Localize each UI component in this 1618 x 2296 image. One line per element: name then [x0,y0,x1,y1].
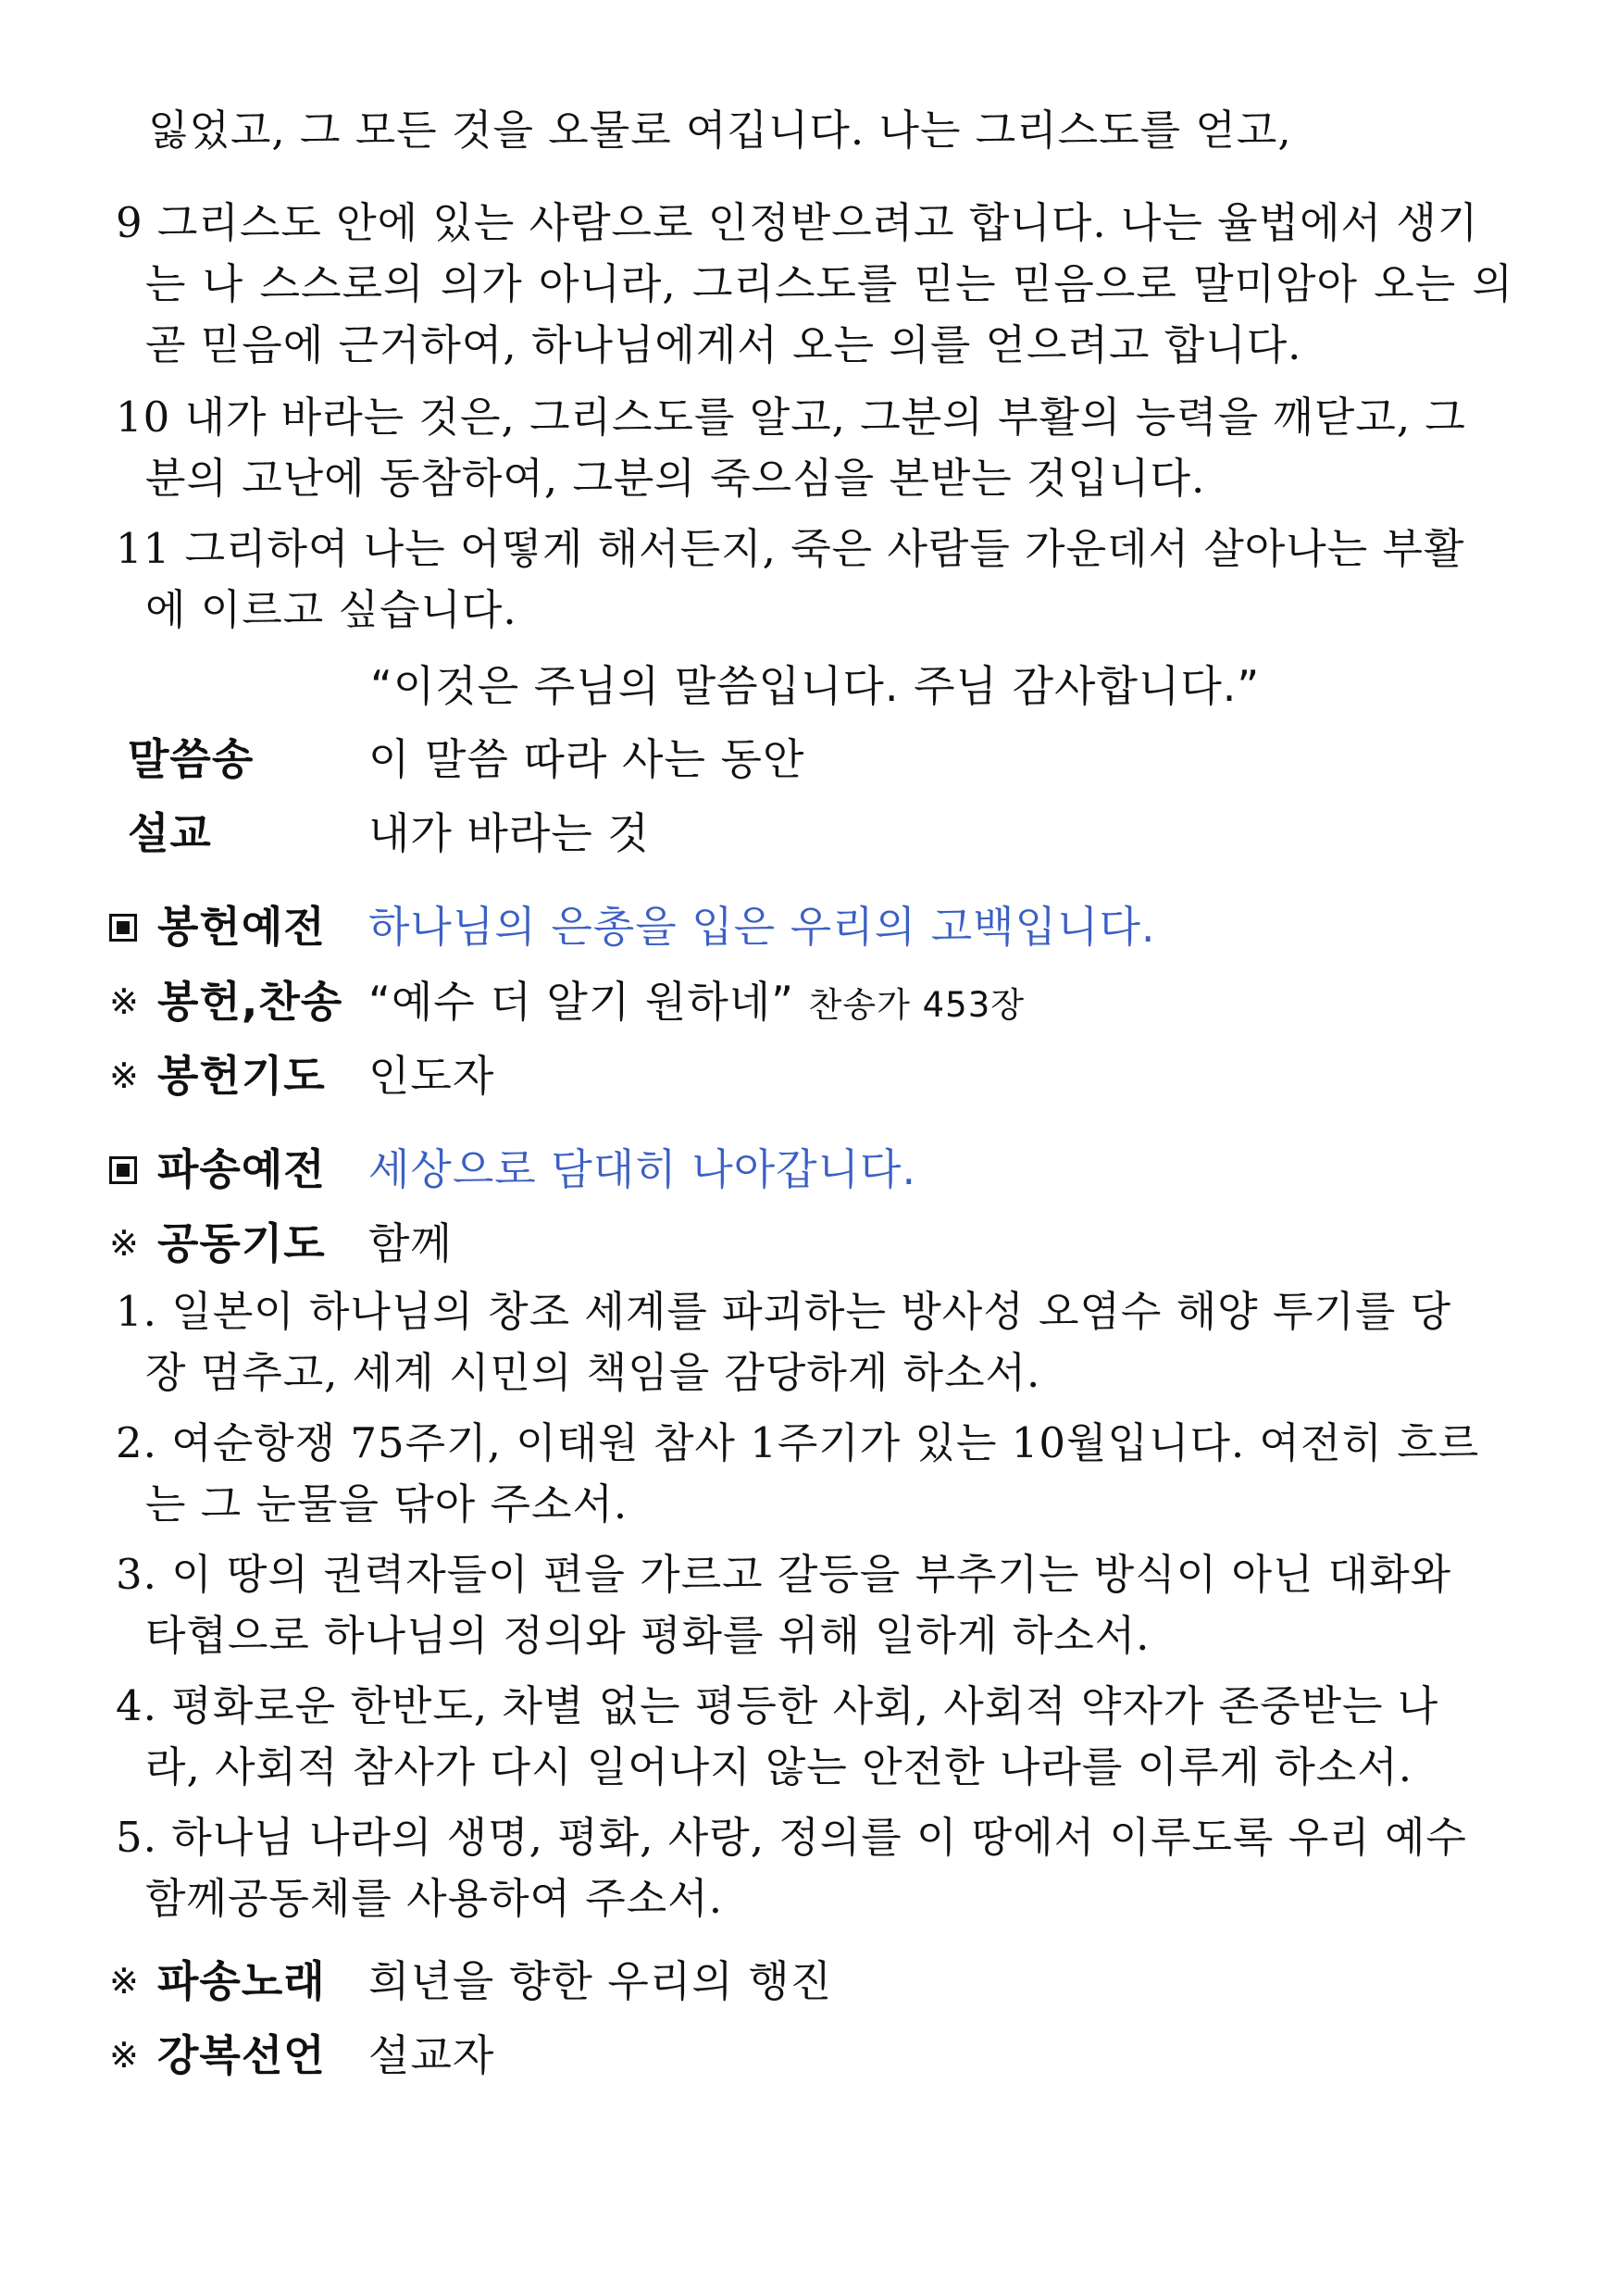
offering-section-label: 봉헌예전 [157,902,326,952]
sending-section-value: 세상으로 담대히 나아갑니다. [368,1144,917,1194]
prayer-item-1 [116,1281,1513,1404]
scripture-closing: “이것은 주님의 말씀입니다. 주님 감사합니다.” [370,661,1261,711]
sending-song-value: 희년을 향한 우리의 행진 [368,1956,833,2006]
hymn-number: 찬송가 453장 [808,985,1026,1025]
common-prayer-row [109,1211,453,1276]
word-song-label: 말씀송 [128,734,255,784]
sermon-label: 설교 [128,808,212,858]
section-box-icon [109,1137,156,1202]
offering-prayer-label: 봉헌기도 [157,1051,326,1101]
verse-continuation: 분의 고난에 동참하여, 그분의 죽으심을 본받는 것입니다. [145,454,1206,503]
offering-section-row [109,894,1156,959]
prayer-first-line: 5. 하나님 나라의 생명, 평화, 사랑, 정의를 이 땅에서 이루도록 우리 예수 [116,1813,1467,1862]
benediction-value: 설교자 [368,2030,495,2080]
reference-mark-icon: ※ [109,1961,140,2002]
scripture-top-line [148,100,1546,161]
prayer-first-line: 3. 이 땅의 권력자들이 편을 가르고 갈등을 부추기는 방식이 아닌 대화와 [116,1550,1452,1599]
reference-mark-icon: ※ [109,981,140,1022]
reference-mark-icon: ※ [109,2035,140,2076]
prayer-first-line: 2. 여순항쟁 75주기, 이태원 참사 1주기가 있는 10월입니다. 여전히 흐르 [116,1418,1480,1467]
prayer-continuation: 는 그 눈물을 닦아 주소서. [145,1479,629,1529]
prayer-first-line: 1. 일본이 하나님의 창조 세계를 파괴하는 방사성 오염수 해양 투기를 당 [116,1287,1452,1336]
verse-first-line: 9 그리스도 안에 있는 사람으로 인정받으려고 합니다. 나는 율법에서 생기 [116,198,1479,247]
offering-prayer-row [109,1043,495,1108]
offering-hymn-value [368,969,1025,1038]
section-box-icon [109,894,156,959]
reference-mark-icon: ※ [109,1055,140,1096]
benediction-label: 강복선언 [157,2030,326,2080]
common-prayer-label: 공동기도 [157,1218,326,1268]
common-prayer-value: 함께 [368,1218,453,1268]
reference-mark-icon: ※ [109,1223,140,1264]
sending-song-label: 파송노래 [157,1956,326,2006]
sending-section-label: 파송예전 [157,1144,326,1194]
scripture-line: 잃었고, 그 모든 것을 오물로 여깁니다. 나는 그리스도를 얻고, [148,106,1292,155]
sermon-value: 내가 바라는 것 [368,808,650,858]
prayer-item-5 [116,1807,1513,1929]
verse-continuation: 에 이르고 싶습니다. [145,585,517,634]
hymn-title: “예수 더 알기 원하네” [368,977,795,1027]
prayer-item-3 [116,1544,1513,1666]
sending-song-row [109,1949,833,2014]
verse-continuation: 는 나 스스로의 의가 아니라, 그리스도를 믿는 믿음으로 말미암아 오는 의 곧 믿음에 근거하여, 하나님에게서 오는 의를 얻으려고 합니다. [145,259,1513,369]
offering-hymn-label: 봉헌,찬송 [157,977,343,1027]
prayer-continuation: 장 멈추고, 세계 시민의 책임을 감당하게 하소서. [145,1348,1041,1397]
word-song-value: 이 말씀 따라 사는 동안 [368,734,805,784]
offering-section-value: 하나님의 은총을 입은 우리의 고백입니다. [368,902,1156,952]
verse-10 [116,387,1513,509]
sending-section-row [109,1137,917,1202]
prayer-continuation: 타협으로 하나님의 정의와 평화를 위해 일하게 하소서. [145,1611,1151,1660]
verse-first-line: 11 그리하여 나는 어떻게 해서든지, 죽은 사람들 가운데서 살아나는 부활 [116,524,1465,573]
offering-prayer-value: 인도자 [368,1051,495,1101]
prayer-continuation: 함께공동체를 사용하여 주소서. [145,1874,724,1923]
prayer-item-2 [116,1413,1513,1535]
prayer-first-line: 4. 평화로운 한반도, 차별 없는 평등한 사회, 사회적 약자가 존중받는 나 [116,1681,1439,1730]
prayer-continuation: 라, 사회적 참사가 다시 일어나지 않는 안전한 나라를 이루게 하소서. [145,1742,1413,1791]
offering-hymn-row [109,969,1026,1034]
verse-9 [116,193,1513,376]
prayer-item-4 [116,1676,1513,1798]
benediction-row [109,2023,495,2088]
verse-11 [116,518,1513,641]
verse-first-line: 10 내가 바라는 것은, 그리스도를 알고, 그분의 부활의 능력을 깨닫고, 그 [116,393,1466,442]
